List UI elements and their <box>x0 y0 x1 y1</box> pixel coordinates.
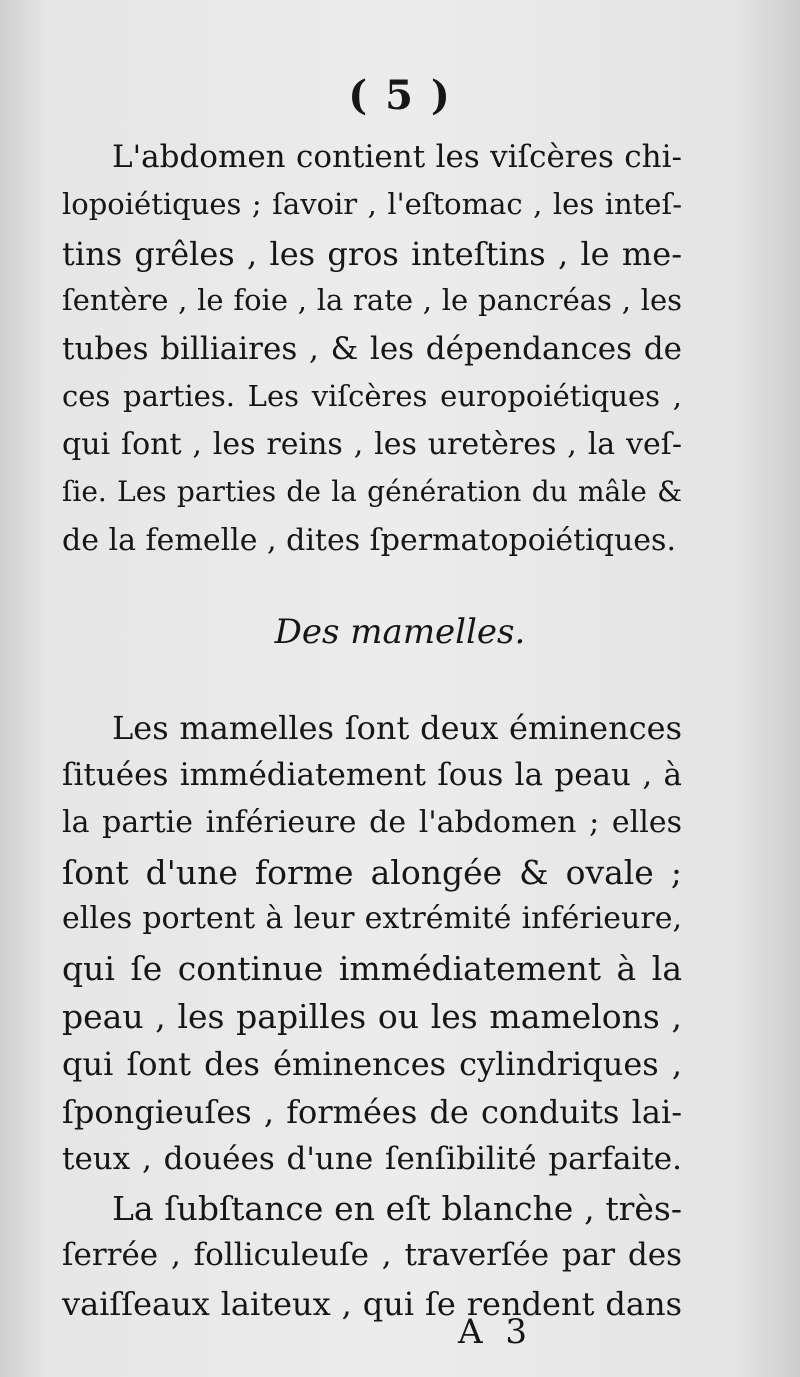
text-line: teux , douées d'une ſenſibilité parfaite. <box>62 1141 682 1177</box>
text-line: ces parties. Les viſcères europoiétiques , <box>62 379 682 413</box>
text-line: ſerrée , folliculeuſe , traverſée par des <box>62 1237 682 1273</box>
text-line: qui ſont , les reins , les uretères , la veſ- <box>62 427 682 462</box>
page-number: ( 5 ) <box>348 72 452 119</box>
text-line: peau , les papilles ou les mamelons , <box>62 997 682 1036</box>
text-line: tubes billiaires , & les dépendances de <box>62 331 682 367</box>
text-line: lopoiétiques ; ſavoir , l'eſtomac , les inteſ- <box>62 187 682 221</box>
text-line: ſentère , le foie , la rate , le pancréas , les <box>62 283 682 317</box>
text-line: de la femelle , dites ſpermatopoiétiques. <box>62 523 676 558</box>
text-line: qui ſe continue immédiatement à la <box>62 949 682 988</box>
text-line: la partie inférieure de l'abdomen ; elles <box>62 805 682 840</box>
text-line: ſituées immédiatement ſous la peau , à <box>62 757 682 793</box>
text-line: elles portent à leur extrémité inférieure, <box>62 901 682 936</box>
section-heading: Des mamelles. <box>274 612 526 652</box>
text-line: Les mamelles ſont deux éminences <box>112 709 682 747</box>
signature-mark: A 3 <box>458 1312 533 1352</box>
text-line: ſpongieuſes , formées de conduits lai- <box>62 1093 682 1131</box>
text-line: La ſubſtance en eſt blanche , très- <box>112 1189 682 1228</box>
text-line: L'abdomen contient les viſcères chi- <box>112 139 682 175</box>
text-line: qui ſont des éminences cylindriques , <box>62 1045 682 1083</box>
text-line: vaiſſeaux laiteux , qui ſe rendent dans <box>62 1285 682 1323</box>
text-line: ſont d'une forme alongée & ovale ; <box>62 853 682 892</box>
text-line: ſie. Les parties de la génération du mâle & <box>62 475 682 508</box>
text-line: tins grêles , les gros inteſtins , le me- <box>62 235 682 273</box>
